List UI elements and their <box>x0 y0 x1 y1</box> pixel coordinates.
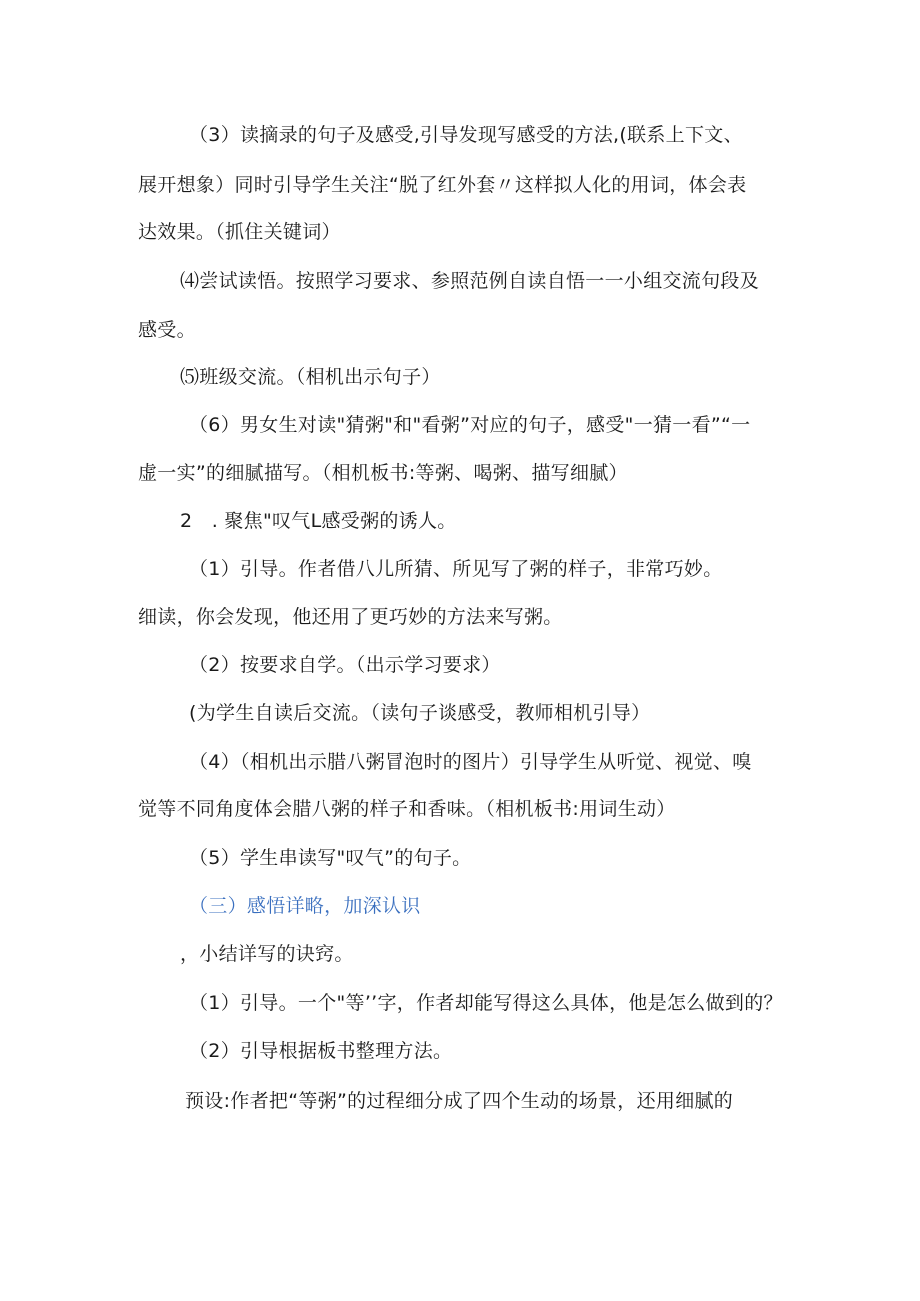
paragraph-line: 展开想象）同时引导学生关注“脱了红外套〃这样拟人化的用词，体会表 <box>138 174 747 196</box>
section-heading-blue: （三）感悟详略，加深认识 <box>189 895 421 917</box>
paragraph-line: ，小结详写的诀窍。 <box>180 943 354 965</box>
paragraph-line: 细读，你会发现，他还用了更巧妙的方法来写粥。 <box>138 606 563 628</box>
paragraph-line: 预设:作者把“等粥”的过程细分成了四个生动的场景，还用细腻的 <box>185 1090 734 1112</box>
paragraph-line: （2）引导根据板书整理方法。 <box>189 1040 453 1062</box>
paragraph-line: 达效果。（抓住关键词） <box>138 221 341 243</box>
paragraph-line: 感受。 <box>138 319 196 341</box>
paragraph-line: (为学生自读后交流。（读句子谈感受，教师相机引导） <box>189 702 651 724</box>
paragraph-line: （2）按要求自学。（出示学习要求） <box>189 654 501 676</box>
paragraph-line: （3）读摘录的句子及感受,引导发现写感受的方法,(联系上下文、 <box>189 124 743 146</box>
paragraph-line: （1）引导。作者借八儿所猜、所见写了粥的样子，非常巧妙。 <box>189 558 723 580</box>
paragraph-line: 虚一实”的细腻描写。（相机板书:等粥、喝粥、描写细腻） <box>138 462 628 484</box>
paragraph-line: （4）（相机出示腊八粥冒泡时的图片）引导学生从听觉、视觉、嗅 <box>189 751 752 773</box>
section-heading: 2 . 聚焦"叹气L感受粥的诱人。 <box>180 510 457 532</box>
paragraph-line: 觉等不同角度体会腊八粥的样子和香味。（相机板书:用词生动） <box>138 798 676 820</box>
paragraph-line: ⑸班级交流。（相机出示句子） <box>180 366 441 388</box>
paragraph-line: ⑷尝试读悟。按照学习要求、参照范例自读自悟一一小组交流句段及 <box>180 270 760 292</box>
paragraph-line: （1）引导。一个"等’’字，作者却能写得这么具体，他是怎么做到的？ <box>189 992 783 1014</box>
paragraph-line: （6）男女生对读"猜粥"和"看粥”对应的句子，感受"一猜一看”“一 <box>189 414 751 436</box>
paragraph-line: （5）学生串读写"叹气”的句子。 <box>189 847 472 869</box>
